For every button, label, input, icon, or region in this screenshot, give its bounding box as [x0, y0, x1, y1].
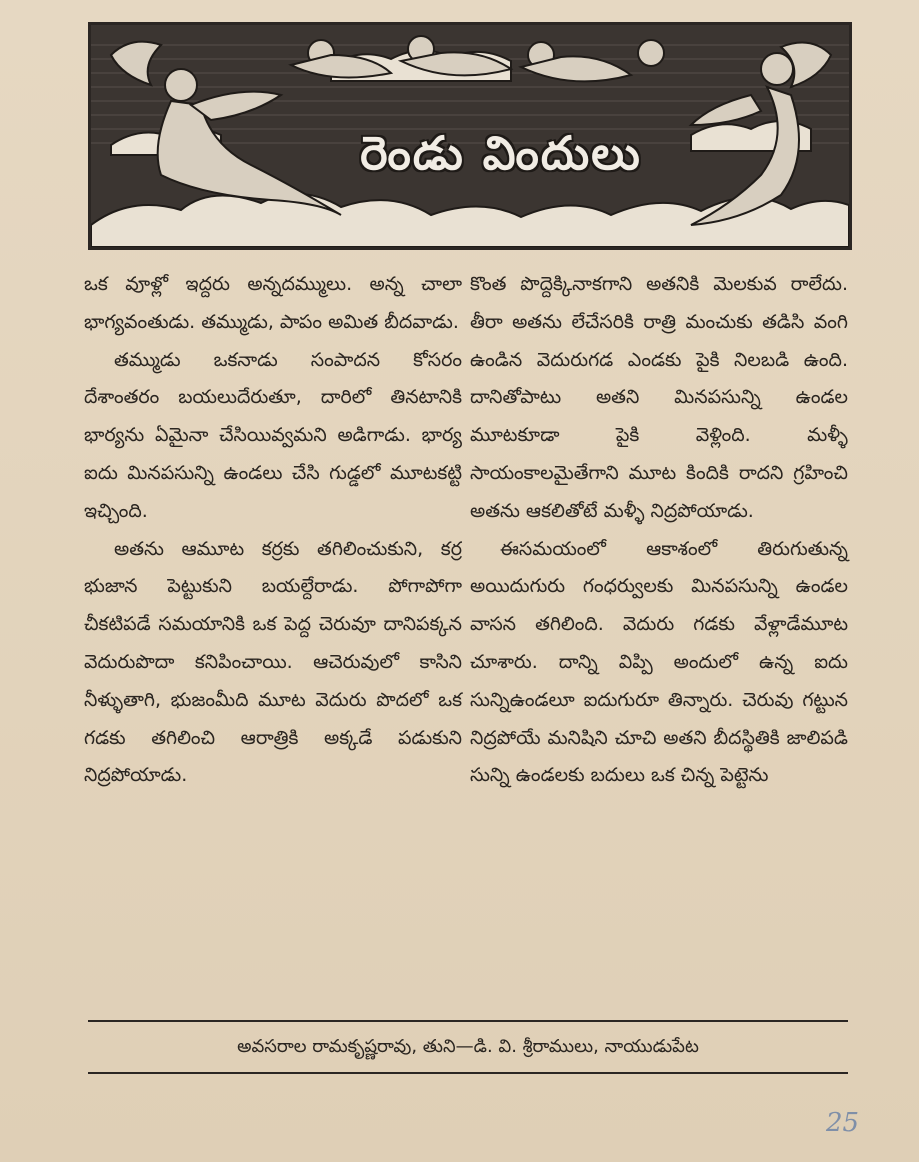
divider	[88, 1072, 848, 1074]
divider	[88, 1020, 848, 1022]
story-column-right	[470, 266, 848, 795]
story-column-left	[84, 266, 462, 795]
paragraph: అతను ఆమూట కర్రకు తగిలించుకుని, కర్ర భుజాన పెట్టుకుని బయల్దేరాడు. పోగాపోగా చీకటిపడే సమయానికి ఒక పెద్ద చెరువూ దానిపక్కన వెదురుపొదా కనిపించాయి. ఆచెరువులో కాసిని నీళ్ళుతాగి, భుజంమీది మూట వెదురు పొదలో ఒక గడకు తగిలించి ఆరాత్రికి అక్కడే పడుకుని నిద్రపోయాడు.	[84, 537, 462, 787]
paragraph: కొంత పొద్దెక్కినాకగాని అతనికి మెలకువ రాలేదు. తీరా అతను లేచేసరికి రాత్రి మంచుకు తడిసి వంగి ఉండిన వెదురుగడ ఎండకు పైకి నిలబడి ఉంది. దానితోపాటు అతని మినపసున్ని ఉండల మూటకూడా పైకి వెళ్లింది. మళ్ళీ సాయంకాలమైతేగాని మూట కిందికి రాదని గ్రహించి అతను ఆకలితోటే మళ్ళీ నిద్రపోయాడు.	[470, 273, 848, 522]
author-credit: అవసరాల రామకృష్ణరావు, తుని—డి. వి. శ్రీరాములు, నాయుడుపేట	[237, 1035, 699, 1057]
paragraph: తమ్ముడు ఒకనాడు సంపాదన కోసరం దేశాంతరం బయలుదేరుతూ, దారిలో తినటానికి భార్యను ఏమైనా చేసియివ్వమని అడిగాడు. భార్య ఐదు మినపసున్ని ఉండలు చేసి గుడ్డలో మూటకట్టి ఇచ్చింది.	[84, 348, 462, 522]
story-title: రెండు విందులు	[360, 126, 642, 180]
paragraph: ఈసమయంలో ఆకాశంలో తిరుగుతున్న అయిదుగురు గంధర్వులకు మినపసున్ని ఉండల వాసన తగిలింది. వెదురు గడకు వేళ్లాడేమూట చూశారు. దాన్ని విప్పి అందులో ఉన్న ఐదు సున్నిఉండలూ ఐదుగురూ తిన్నారు. చెరువు గట్టున నిద్రపోయే మనిషిని చూచి అతని బీదస్థితికి జాలిపడి సున్ని ఉండలకు బదులు ఒక చిన్న పెట్టెను	[470, 537, 848, 787]
paragraph: ఒక వూళ్లో ఇద్దరు అన్నదమ్ములు. అన్న చాలా భాగ్యవంతుడు. తమ్ముడు, పాపం అమిత బీదవాడు.	[84, 273, 462, 333]
page-number: 25	[826, 1108, 860, 1138]
title-banner	[88, 22, 852, 250]
